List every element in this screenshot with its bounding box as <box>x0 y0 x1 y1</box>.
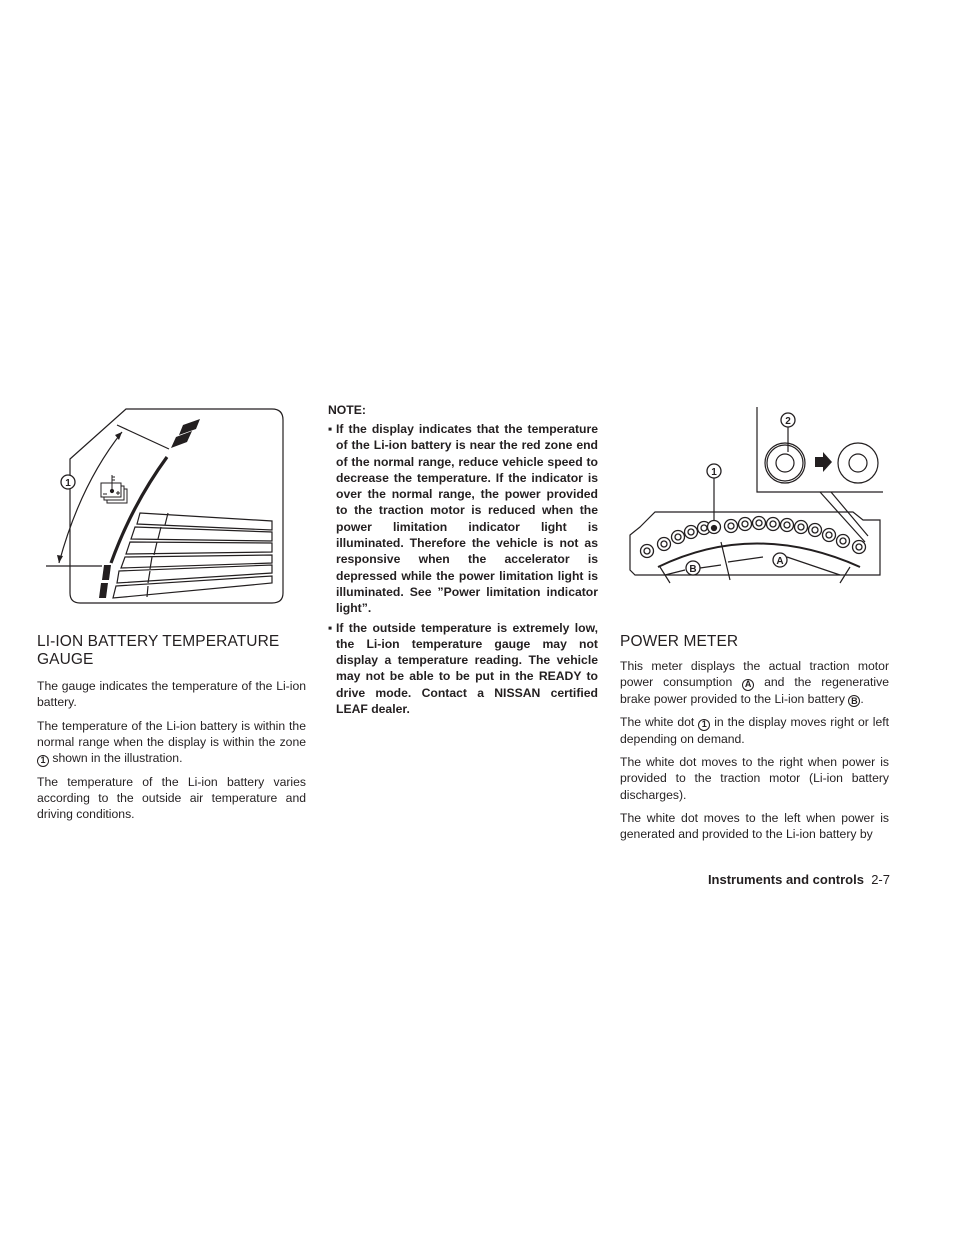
paragraph <box>37 718 306 767</box>
callout-a-icon: A <box>742 679 754 691</box>
gauge-illustration <box>40 405 285 605</box>
text: shown in the illustration. <box>49 751 183 766</box>
heading-line-1: LI-ION BATTERY TEMPERATURE <box>37 633 280 650</box>
text: If the display indicates that the temperature of the Li-ion battery is near the red zone end of the normal range, reduce vehicle speed to decrease the temperature. If the indicator is over the normal range, the power provided to the traction motor is reduced when the power limitation indicator light is illuminated. Therefore the vehicle is not as responsive when the accelerator is depressed while the power limitation light is illuminated. See ”Power limitation indicator light”. <box>336 422 598 616</box>
power-meter-figure <box>625 405 885 590</box>
left-column <box>37 633 306 823</box>
svg-text:1: 1 <box>711 467 717 478</box>
paragraph: The gauge indicates the temperature of the Li-ion battery. <box>37 679 306 710</box>
callout-1-icon: 1 <box>698 719 710 731</box>
bullet-icon: ▪ <box>328 620 333 635</box>
text: If the outside temperature is extremely low, the Li-ion temperature gauge may not display a temperature reading. The vehicle may not be able to be put in the READY to drive mode. Contact a NISSAN certified LEAF dealer. <box>336 620 598 717</box>
middle-column <box>328 403 598 717</box>
heading-line-2: GAUGE <box>37 651 94 668</box>
right-column <box>620 633 889 843</box>
meter-dots <box>641 517 866 558</box>
svg-text:2: 2 <box>785 416 791 427</box>
paragraph <box>620 714 889 747</box>
note-bullet <box>328 421 598 617</box>
text: The temperature of the Li-ion battery is within the normal range when the display is within the zone <box>37 718 306 749</box>
paragraph: The white dot moves to the right when power is provided to the traction motor (Li-ion battery discharges). <box>620 755 889 802</box>
svg-text:B: B <box>689 564 697 575</box>
svg-text:A: A <box>776 556 784 567</box>
page-footer <box>684 872 890 887</box>
footer-section-title: Instruments and controls <box>707 872 864 887</box>
callout-2-icon <box>781 413 795 427</box>
battery-temperature-icon <box>101 475 127 503</box>
section-heading-battery-temperature <box>37 633 306 669</box>
callout-b-icon <box>686 561 700 575</box>
callout-1-icon: 1 <box>37 755 49 767</box>
power-meter-illustration <box>625 405 885 590</box>
paragraph <box>620 658 889 707</box>
text: and the regenerative brake power provided to the Li-ion battery <box>620 675 889 706</box>
arrow-right-icon <box>815 452 832 472</box>
callout-1-icon <box>707 464 721 478</box>
text: in the display moves right or left depending on demand. <box>620 715 889 746</box>
paragraph: The white dot moves to the left when power is generated and provided to the Li-ion battery by <box>620 810 889 842</box>
callout-1-icon <box>61 475 75 489</box>
text: The white dot <box>620 715 695 730</box>
callout-b-icon: B <box>848 695 860 707</box>
note-bullet <box>328 620 598 718</box>
note-title: NOTE: <box>328 403 366 417</box>
bullet-icon: ▪ <box>328 422 333 436</box>
page-number: 2-7 <box>871 872 890 887</box>
paragraph: The temperature of the Li-ion battery varies according to the outside air temperature and driving conditions. <box>37 774 306 822</box>
callout-a-icon <box>773 553 787 567</box>
section-heading-power-meter: POWER METER <box>620 633 739 650</box>
svg-text:1: 1 <box>65 478 71 489</box>
text: . <box>860 691 864 706</box>
battery-temperature-gauge-figure <box>40 405 285 605</box>
text: This meter displays the actual traction motor power consumption <box>620 659 889 690</box>
